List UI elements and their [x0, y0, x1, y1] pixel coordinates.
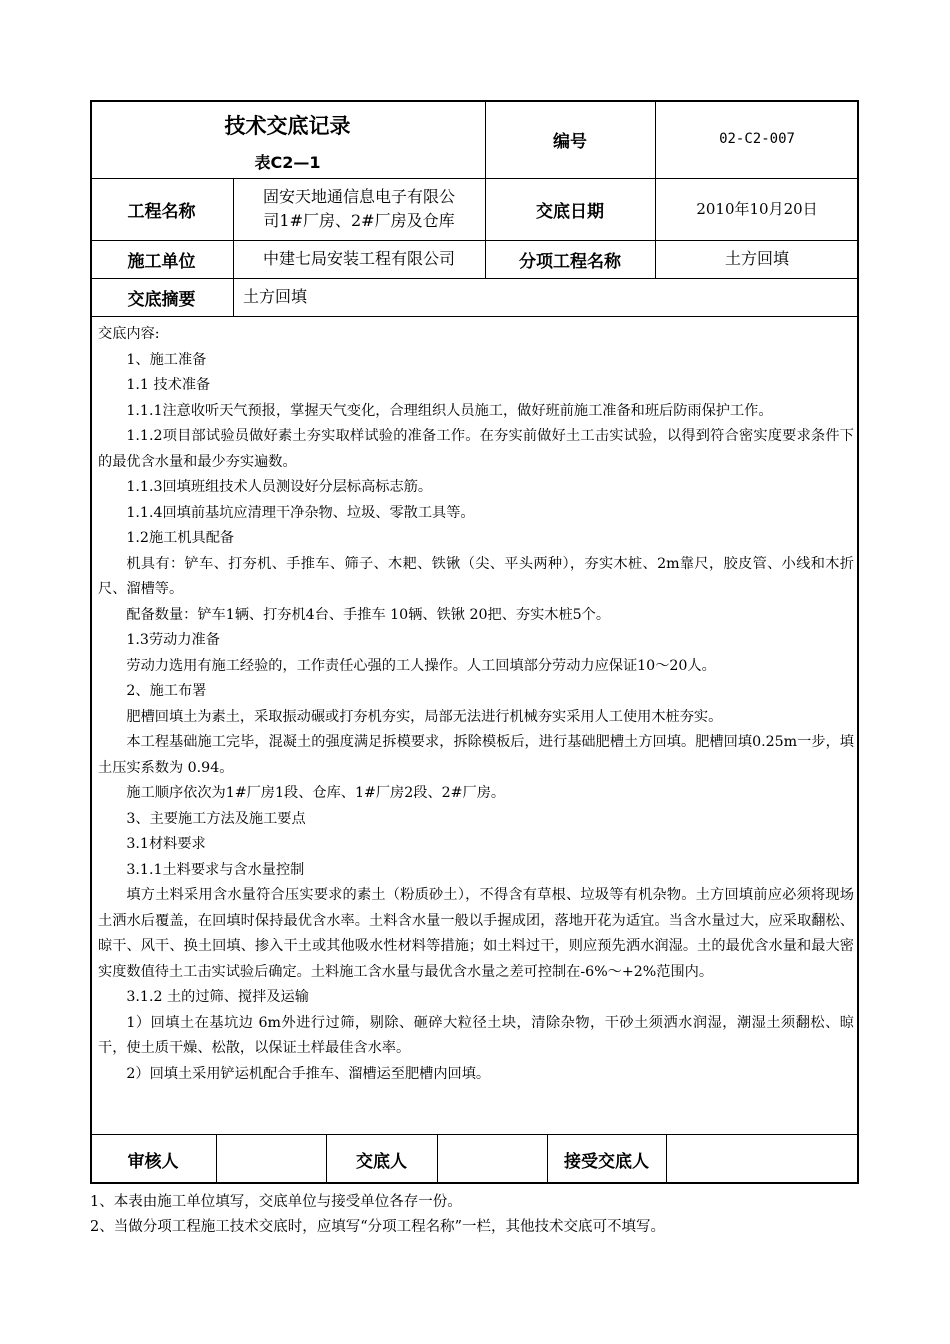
- content-line: 肥槽回填土为素土，采取振动碾或打夯机夯实，局部无法进行机械夯实采用人工使用木桩夯实。: [126, 708, 723, 725]
- content-line: 3.1材料要求: [126, 836, 206, 852]
- form-number: 表C2—1: [254, 152, 321, 172]
- content-line: 1.1.1注意收听天气预报，掌握天气变化，合理组织人员施工，做好班前施工准备和班后防雨保护工作。: [126, 402, 773, 419]
- content-line: 填方土料采用含水量符合压实要求的素土（粉质砂土），不得含有草根、垃圾等有机杂物。土方回填前应必须将现场土洒水后覆盖，在回填时保持最优含水率。土料含水量一般以手握成团，落地开花为适宜。当含水量过大，应采取翻松、晾干、风干、换土回填、掺入干土或其他吸水性材料等措施；如土料过干，则应预先洒水润湿。土的最优含水量和最大密实度数值待土工击实试验后确定。土料施工含水量与最优含水量之差可控制在-6%～+2%范围内。: [98, 887, 854, 980]
- discloser-label: 交底人: [356, 1151, 407, 1172]
- subproject-label: 分项工程名称: [519, 251, 621, 272]
- content-line: 1.1.4回填前基坑应清理干净杂物、垃圾、零散工具等。: [126, 504, 475, 521]
- code-label: 编号: [553, 131, 587, 152]
- content-line: 1）回填土在基坑边 6m外进行过筛，剔除、砸碎大粒径土块，清除杂物，干砂土须洒水润湿，潮湿土须翻松、晾干，使土质干燥、松散，以保证土样最佳含水率。: [98, 1014, 854, 1056]
- project-value-line: 司1#厂房、2#厂房及仓库: [263, 211, 455, 230]
- content-line: 机具有：铲车、打夯机、手推车、筛子、木耙、铁锹（尖、平头两种），夯实木桩、2m靠尺，胶皮管、小线和木折尺、溜槽等。: [98, 555, 854, 597]
- content-line: 1.1 技术准备: [126, 377, 211, 393]
- receiver-label: 接受交底人: [564, 1151, 649, 1172]
- footnote-line: 2、当做分项工程施工技术交底时，应填写“分项工程名称”一栏，其他技术交底可不填写。: [90, 1219, 666, 1235]
- content-line: 施工顺序依次为1#厂房1段、仓库、1#厂房2段、2#厂房。: [126, 785, 506, 801]
- content-line: 本工程基础施工完毕，混凝土的强度满足拆模要求，拆除模板后，进行基础肥槽土方回填。肥槽回填0.25m一步，填土压实系数为 0.94。: [98, 734, 854, 776]
- content-line: 1、施工准备: [126, 351, 207, 368]
- content-line: 1.3劳动力准备: [126, 632, 220, 648]
- discloser-signature-field[interactable]: [437, 1134, 547, 1184]
- content-line: 2）回填土采用铲运机配合手推车、溜槽运至肥槽内回填。: [126, 1065, 491, 1082]
- subproject-value: 土方回填: [724, 249, 789, 268]
- project-value-line: 固安天地通信息电子有限公: [262, 187, 455, 206]
- content-line: 3.1.1土料要求与含水量控制: [126, 861, 305, 878]
- disclosure-content: [98, 322, 854, 1087]
- summary-value: 土方回填: [243, 287, 308, 306]
- content-line: 3.1.2 土的过筛、搅拌及运输: [126, 989, 309, 1005]
- project-value: [233, 178, 485, 240]
- reviewer-label: 审核人: [127, 1151, 179, 1172]
- content-line: 1.1.2项目部试验员做好素土夯实取样试验的准备工作。在夯实前做好土工击实试验，以得到符合密实度要求条件下的最优含水量和最少夯实遍数。: [98, 428, 854, 470]
- content-line: 劳动力选用有施工经验的，工作责任心强的工人操作。人工回填部分劳动力应保证10～20人。: [126, 657, 716, 674]
- content-line: 3、主要施工方法及施工要点: [126, 810, 306, 827]
- date-value: 2010年10月20日: [696, 200, 818, 218]
- reviewer-signature-field[interactable]: [216, 1134, 326, 1184]
- unit-label: 施工单位: [127, 251, 196, 272]
- content-line: 1.2施工机具配备: [126, 530, 235, 546]
- content-line: 交底内容:: [98, 326, 160, 342]
- content-line: 配备数量：铲车1辆、打夯机4台、手推车 10辆、铁锹 20把、夯实木桩5个。: [126, 606, 611, 623]
- code-value: 02-C2-007: [719, 131, 795, 147]
- summary-label: 交底摘要: [127, 289, 196, 310]
- unit-value: 中建七局安装工程有限公司: [262, 249, 455, 268]
- header-title-cell: [90, 100, 485, 178]
- grid-line: [90, 316, 859, 317]
- page-title: 技术交底记录: [224, 113, 351, 138]
- content-line: 2、施工布署: [126, 683, 207, 699]
- receiver-signature-field[interactable]: [666, 1134, 859, 1184]
- project-label: 工程名称: [127, 201, 196, 222]
- content-line: 1.1.3回填班组技术人员测设好分层标高标志筋。: [126, 479, 433, 495]
- footnote-line: 1、本表由施工单位填写，交底单位与接受单位各存一份。: [90, 1194, 462, 1210]
- footnotes: [90, 1190, 870, 1240]
- date-label: 交底日期: [536, 201, 604, 222]
